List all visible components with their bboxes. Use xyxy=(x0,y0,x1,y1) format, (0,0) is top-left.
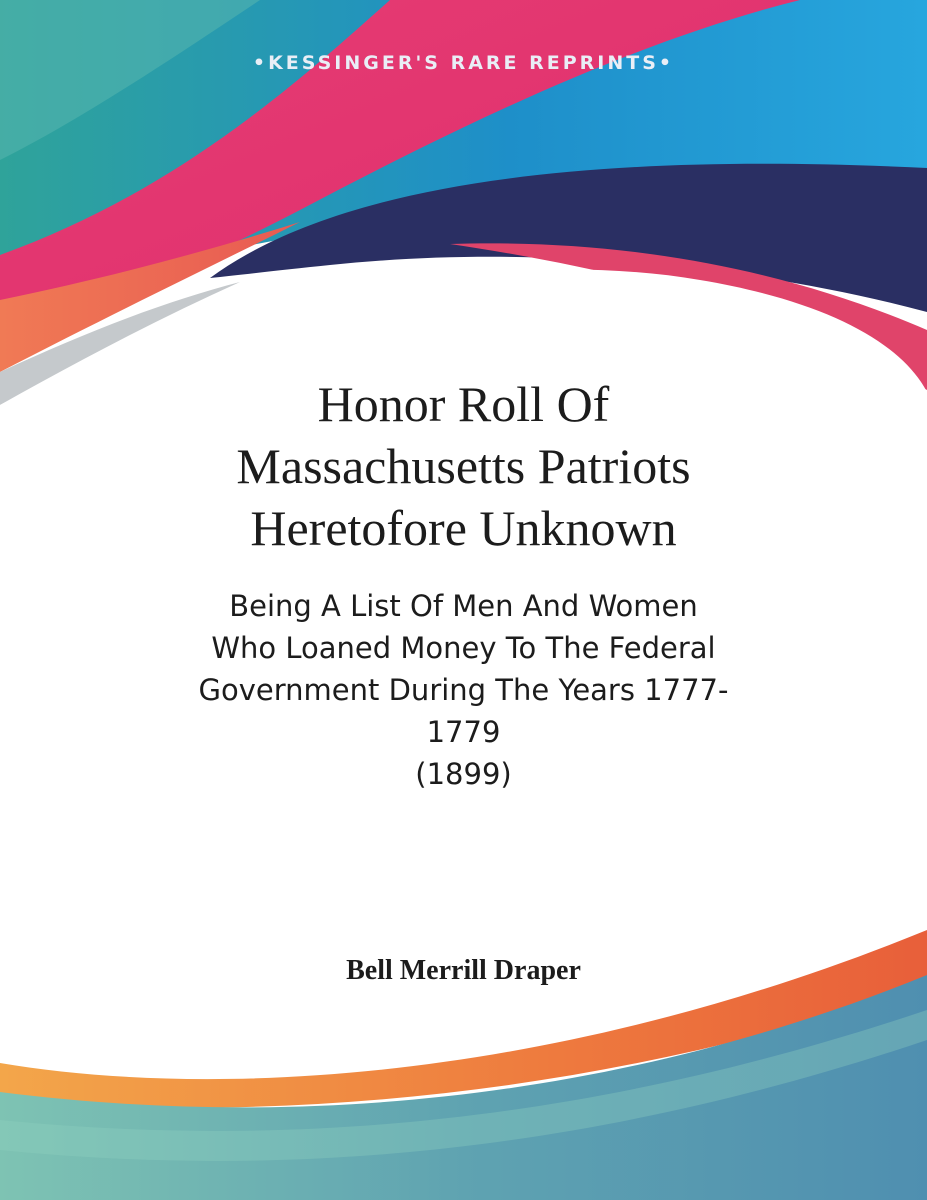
subtitle-line: Being A List Of Men And Women xyxy=(229,589,698,623)
author-name: Bell Merrill Draper xyxy=(346,955,581,986)
title-line: Massachusetts Patriots xyxy=(236,438,691,494)
publisher-banner: •KESSINGER'S RARE REPRINTS• xyxy=(252,52,675,74)
subtitle-line: (1899) xyxy=(415,757,512,791)
book-title xyxy=(60,373,867,559)
subtitle-line: Government During The Years 1777- xyxy=(198,673,729,707)
book-subtitle xyxy=(60,585,867,795)
subtitle-line: Who Loaned Money To The Federal xyxy=(211,631,716,665)
title-line: Honor Roll Of xyxy=(317,376,610,432)
title-line: Heretofore Unknown xyxy=(250,500,677,556)
subtitle-line: 1779 xyxy=(426,715,501,749)
